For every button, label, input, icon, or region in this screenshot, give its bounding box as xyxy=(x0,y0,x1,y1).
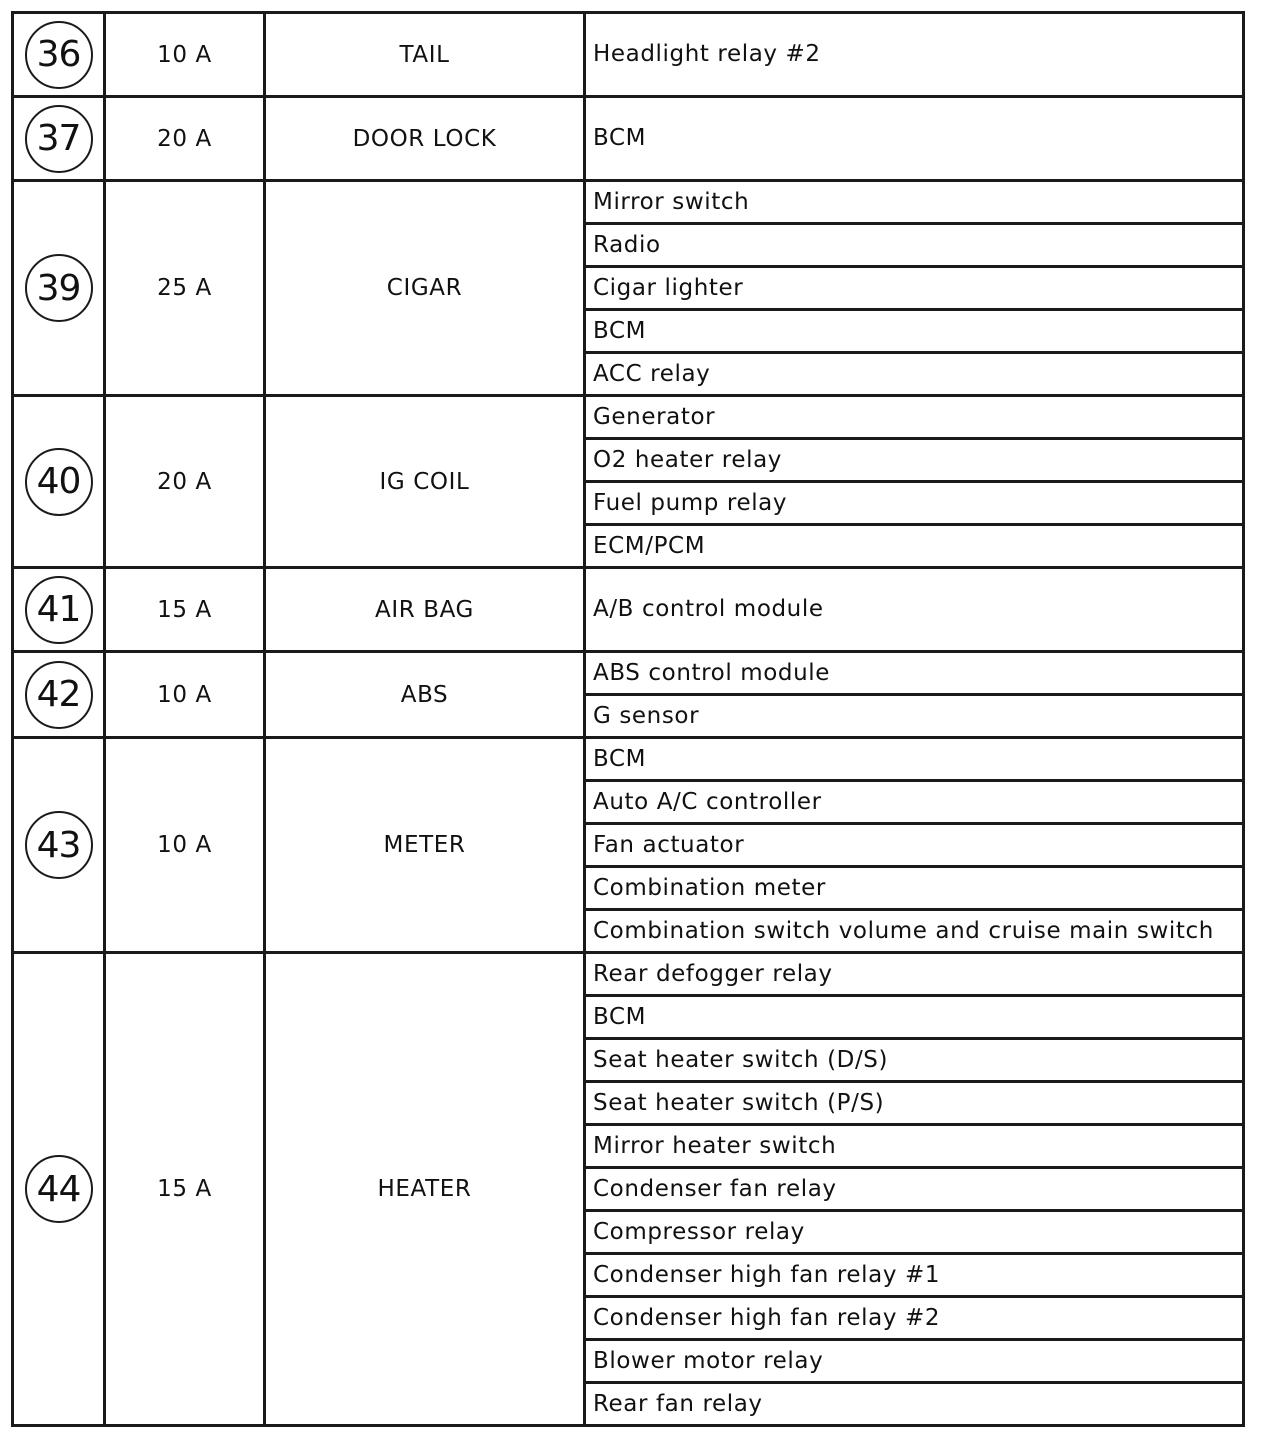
protected-circuit-item: G sensor xyxy=(586,693,1242,736)
fuse-table-body xyxy=(13,13,1244,1426)
fuse-name: HEATER xyxy=(265,953,585,1426)
fuse-number-cell xyxy=(13,568,105,652)
protected-circuit-item: Rear defogger relay xyxy=(593,961,833,987)
fuse-number-badge: 41 xyxy=(25,576,93,644)
protected-circuit-item: Fan actuator xyxy=(586,822,1242,865)
protected-circuit-item: BCM xyxy=(593,746,647,772)
fuse-number-badge: 44 xyxy=(25,1155,93,1223)
protected-circuit-item: Seat heater switch (D/S) xyxy=(586,1037,1242,1080)
fuse-name: IG COIL xyxy=(265,396,585,568)
protected-circuit-item: Mirror heater switch xyxy=(586,1123,1242,1166)
fuse-number-badge: 37 xyxy=(25,105,93,173)
protected-circuit-item: Rear fan relay xyxy=(586,1381,1242,1424)
protected-circuits-cell xyxy=(585,568,1244,652)
fuse-number-badge: 39 xyxy=(25,254,93,322)
protected-circuit-item: Combination switch volume and cruise main switch xyxy=(586,908,1242,951)
protected-circuits-cell xyxy=(585,652,1244,738)
fuse-number-cell xyxy=(13,738,105,953)
protected-circuits-cell xyxy=(585,953,1244,1426)
fuse-amperage: 10 A xyxy=(105,738,265,953)
fuse-amperage: 15 A xyxy=(105,953,265,1426)
protected-circuit-item: ABS control module xyxy=(593,660,831,686)
fuse-name: DOOR LOCK xyxy=(265,97,585,181)
protected-circuits-list xyxy=(586,397,1242,566)
protected-circuit-item: Headlight relay #2 xyxy=(593,41,821,67)
protected-circuits-list xyxy=(586,182,1242,394)
fuse-row xyxy=(13,396,1244,568)
protected-circuits-list xyxy=(586,653,1242,736)
protected-circuit-item: Combination meter xyxy=(586,865,1242,908)
protected-circuits-list xyxy=(586,739,1242,951)
fuse-number-cell xyxy=(13,396,105,568)
fuse-row xyxy=(13,97,1244,181)
fuse-number-cell xyxy=(13,953,105,1426)
fuse-amperage: 25 A xyxy=(105,181,265,396)
fuse-amperage: 20 A xyxy=(105,396,265,568)
protected-circuit-item: Blower motor relay xyxy=(586,1338,1242,1381)
protected-circuit-item: Condenser fan relay xyxy=(586,1166,1242,1209)
protected-circuit-item: Auto A/C controller xyxy=(586,779,1242,822)
protected-circuits-cell xyxy=(585,97,1244,181)
fuse-name: CIGAR xyxy=(265,181,585,396)
protected-circuits-list xyxy=(586,569,1242,650)
fuse-number-cell xyxy=(13,13,105,97)
protected-circuit-item: Cigar lighter xyxy=(586,265,1242,308)
protected-circuits-list xyxy=(586,954,1242,1424)
protected-circuit-item: ECM/PCM xyxy=(586,523,1242,566)
fuse-row xyxy=(13,953,1244,1426)
protected-circuit-item: Fuel pump relay xyxy=(586,480,1242,523)
protected-circuit-item: ACC relay xyxy=(586,351,1242,394)
protected-circuit-item: O2 heater relay xyxy=(586,437,1242,480)
protected-circuit-item: BCM xyxy=(586,308,1242,351)
protected-circuits-cell xyxy=(585,396,1244,568)
fuse-number-badge: 43 xyxy=(25,811,93,879)
fuse-row xyxy=(13,738,1244,953)
protected-circuits-cell xyxy=(585,13,1244,97)
protected-circuit-item: A/B control module xyxy=(593,596,824,622)
protected-circuit-item: Condenser high fan relay #2 xyxy=(586,1295,1242,1338)
fuse-name: ABS xyxy=(265,652,585,738)
fuse-number-cell xyxy=(13,97,105,181)
protected-circuits-list xyxy=(586,98,1242,179)
protected-circuits-cell xyxy=(585,738,1244,953)
protected-circuit-item: Radio xyxy=(586,222,1242,265)
fuse-table xyxy=(11,11,1245,1427)
fuse-row xyxy=(13,652,1244,738)
fuse-number-badge: 42 xyxy=(25,661,93,729)
protected-circuits-list xyxy=(586,14,1242,95)
fuse-amperage: 10 A xyxy=(105,652,265,738)
fuse-row xyxy=(13,181,1244,396)
protected-circuit-item: BCM xyxy=(593,125,647,151)
fuse-amperage: 20 A xyxy=(105,97,265,181)
protected-circuit-item: Seat heater switch (P/S) xyxy=(586,1080,1242,1123)
fuse-row xyxy=(13,568,1244,652)
fuse-number-cell xyxy=(13,652,105,738)
protected-circuit-item: Compressor relay xyxy=(586,1209,1242,1252)
fuse-name: METER xyxy=(265,738,585,953)
protected-circuit-item: Mirror switch xyxy=(593,189,750,215)
fuse-number-badge: 40 xyxy=(25,448,93,516)
fuse-number-badge: 36 xyxy=(25,21,93,89)
protected-circuits-cell xyxy=(585,181,1244,396)
fuse-amperage: 10 A xyxy=(105,13,265,97)
fuse-amperage: 15 A xyxy=(105,568,265,652)
fuse-name: TAIL xyxy=(265,13,585,97)
fuse-name: AIR BAG xyxy=(265,568,585,652)
protected-circuit-item: Condenser high fan relay #1 xyxy=(586,1252,1242,1295)
fuse-row xyxy=(13,13,1244,97)
fuse-number-cell xyxy=(13,181,105,396)
protected-circuit-item: BCM xyxy=(586,994,1242,1037)
protected-circuit-item: Generator xyxy=(593,404,716,430)
